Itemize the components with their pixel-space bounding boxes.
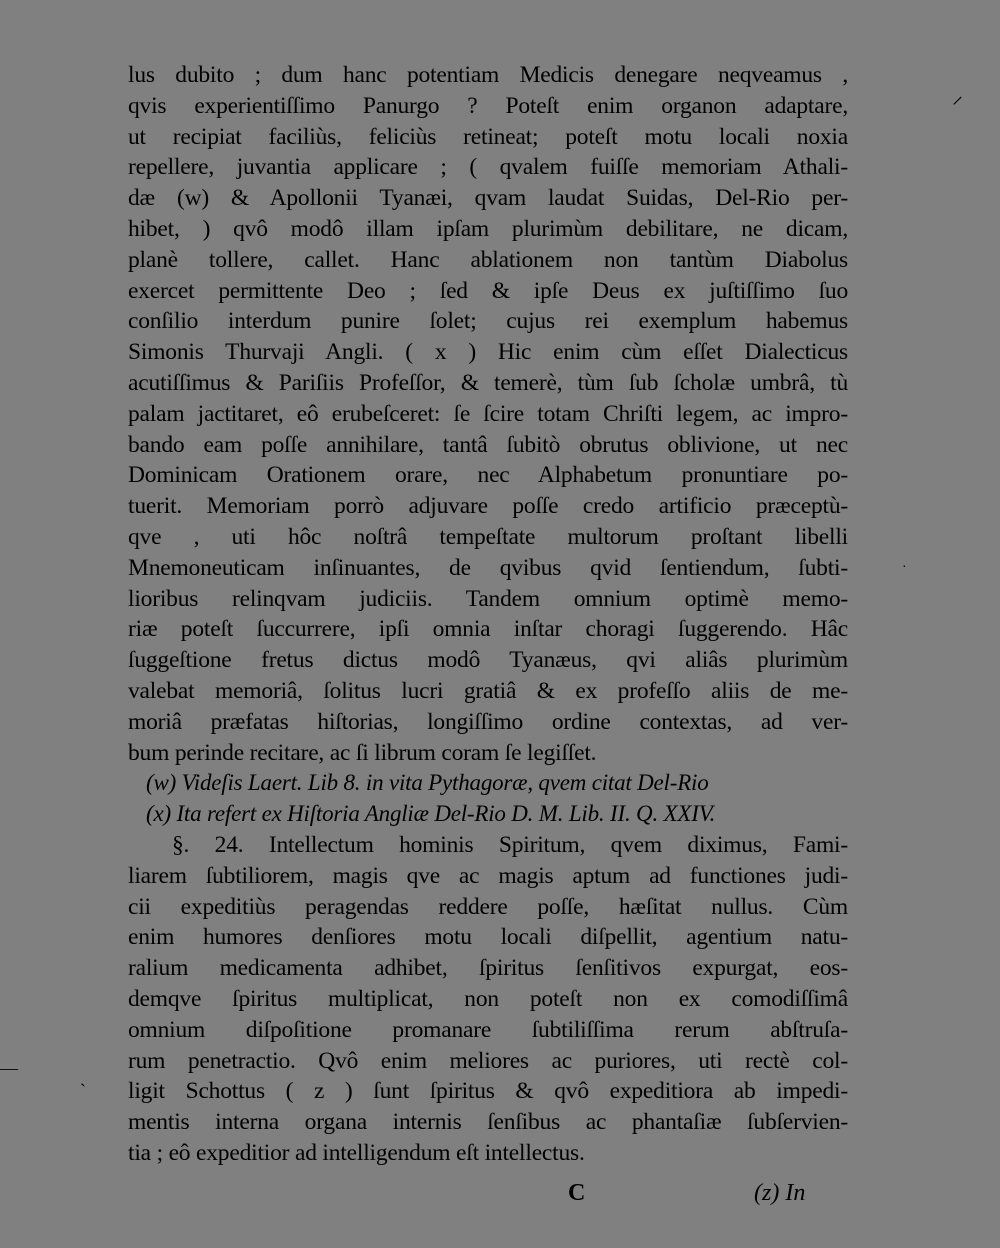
text-line: omnium diſpoſitione promanare ſubtiliſſima rerum abſtruſa- [128,1016,848,1043]
text-line: demqve ſpiritus multiplicat, non poteſt non ex comodiſſimâ [128,985,848,1012]
text-line: Mnemoneuticam inſinuantes, de qvibus qvid ſentiendum, ſubti- [128,554,848,581]
margin-tick-icon: ˴ [80,1072,86,1092]
text-line: ligit Schottus ( z ) ſunt ſpiritus & qvô expeditiora ab impedi- [128,1078,848,1105]
text-line: qvis experientiſſimo Panurgo ? Poteſt enim organon adaptare, [128,92,848,119]
text-line: cii expeditiùs peragendas reddere poſſe, hæſitat nullus. Cùm [128,893,848,920]
text-line: acutiſſimus & Pariſiis Profeſſor, & temerè, tùm ſub ſcholæ umbrâ, tù [128,369,848,396]
text-line: ut recipiat faciliùs, feliciùs retineat; poteſt motu locali noxia [128,123,848,150]
text-line: §. 24. Intellectum hominis Spiritum, qvem diximus, Fami- [172,831,848,858]
text-line: planè tollere, callet. Hanc ablationem non tantùm Diabolus [128,246,848,273]
text-line: enim humores denſiores motu locali diſpellit, agentium natu- [128,924,848,951]
margin-dot-icon: · [902,560,907,575]
text-line: qve , uti hôc noſtrâ tempeſtate multorum proſtant libelli [128,523,848,550]
text-line: riæ poteſt ſuccurrere, ipſi omnia inſtar choragi ſuggerendo. Hâc [128,616,848,643]
text-line: dæ (w) & Apollonii Tyanæi, qvam laudat Suidas, Del-Rio per- [128,185,848,212]
text-line: rum penetractio. Qvô enim meliores ac puriores, uti rectè col- [128,1047,848,1074]
margin-dash-icon: — [0,1058,18,1078]
text-line: exercet permittente Deo ; ſed & ipſe Deus ex juſtiſſimo ſuo [128,277,848,304]
text-line: ſuggeſtione fretus dictus modô Tyanæus, qvi aliâs plurimùm [128,647,848,674]
footnote-x: (x) Ita refert ex Hiſtoria Angliæ Del-Rio D. M. Lib. II. Q. XXIV. [146,801,716,827]
text-line: Simonis Thurvaji Angli. ( x ) Hic enim cùm eſſet Dialecticus [128,339,848,366]
main-text-block [128,60,848,1169]
page-footer [128,1180,848,1216]
text-line: lus dubito ; dum hanc potentiam Medicis denegare neqveamus , [128,62,848,88]
catchword: (z) In [754,1180,806,1206]
text-line: bum perinde recitare, ac ſi librum coram ſe legiſſet. [128,739,597,766]
text-line: mentis interna organa internis ſenſibus ac phantaſiæ ſubſervien- [128,1109,848,1136]
text-line: repellere, juvantia applicare ; ( qvalem fuiſſe memoriam Athali- [128,154,848,181]
text-line: lioribus relinqvam judiciis. Tandem omnium optimè memo- [128,585,848,612]
text-line: palam jactitaret, eô erubeſceret: ſe ſcire totam Chriſti legem, ac impro- [128,400,848,427]
text-line: liarem ſubtiliorem, magis qve ac magis aptum ad functiones judi- [128,862,848,889]
text-line: ralium medicamenta adhibet, ſpiritus ſenſitivos expurgat, eos- [128,955,848,982]
margin-mark-icon: ⸝ [952,83,964,108]
text-line: tia ; eô expeditior ad intelligendum eſt intellectus. [128,1139,585,1166]
text-line: tuerit. Memoriam porrò adjuvare poſſe credo artificio præceptù- [128,493,848,520]
text-line: bando eam poſſe annihilare, tantâ ſubitò obrutus oblivione, ut nec [128,431,848,458]
text-line: Dominicam Orationem orare, nec Alphabetum pronuntiare po- [128,462,848,489]
text-line: hibet, ) qvô modô illam ipſam plurimùm debilitare, ne dicam, [128,215,848,242]
text-line: conſilio interdum punire ſolet; cujus rei exemplum habemus [128,308,848,335]
text-line: moriâ præfatas hiſtorias, longiſſimo ordine contextas, ad ver- [128,708,848,735]
text-line: valebat memoriâ, ſolitus lucri gratiâ & ex profeſſo aliis de me- [128,677,848,704]
footnote-w: (w) Videſis Laert. Lib 8. in vita Pythagoræ, qvem citat Del-Rio [146,770,709,796]
signature-mark: C [568,1180,586,1206]
